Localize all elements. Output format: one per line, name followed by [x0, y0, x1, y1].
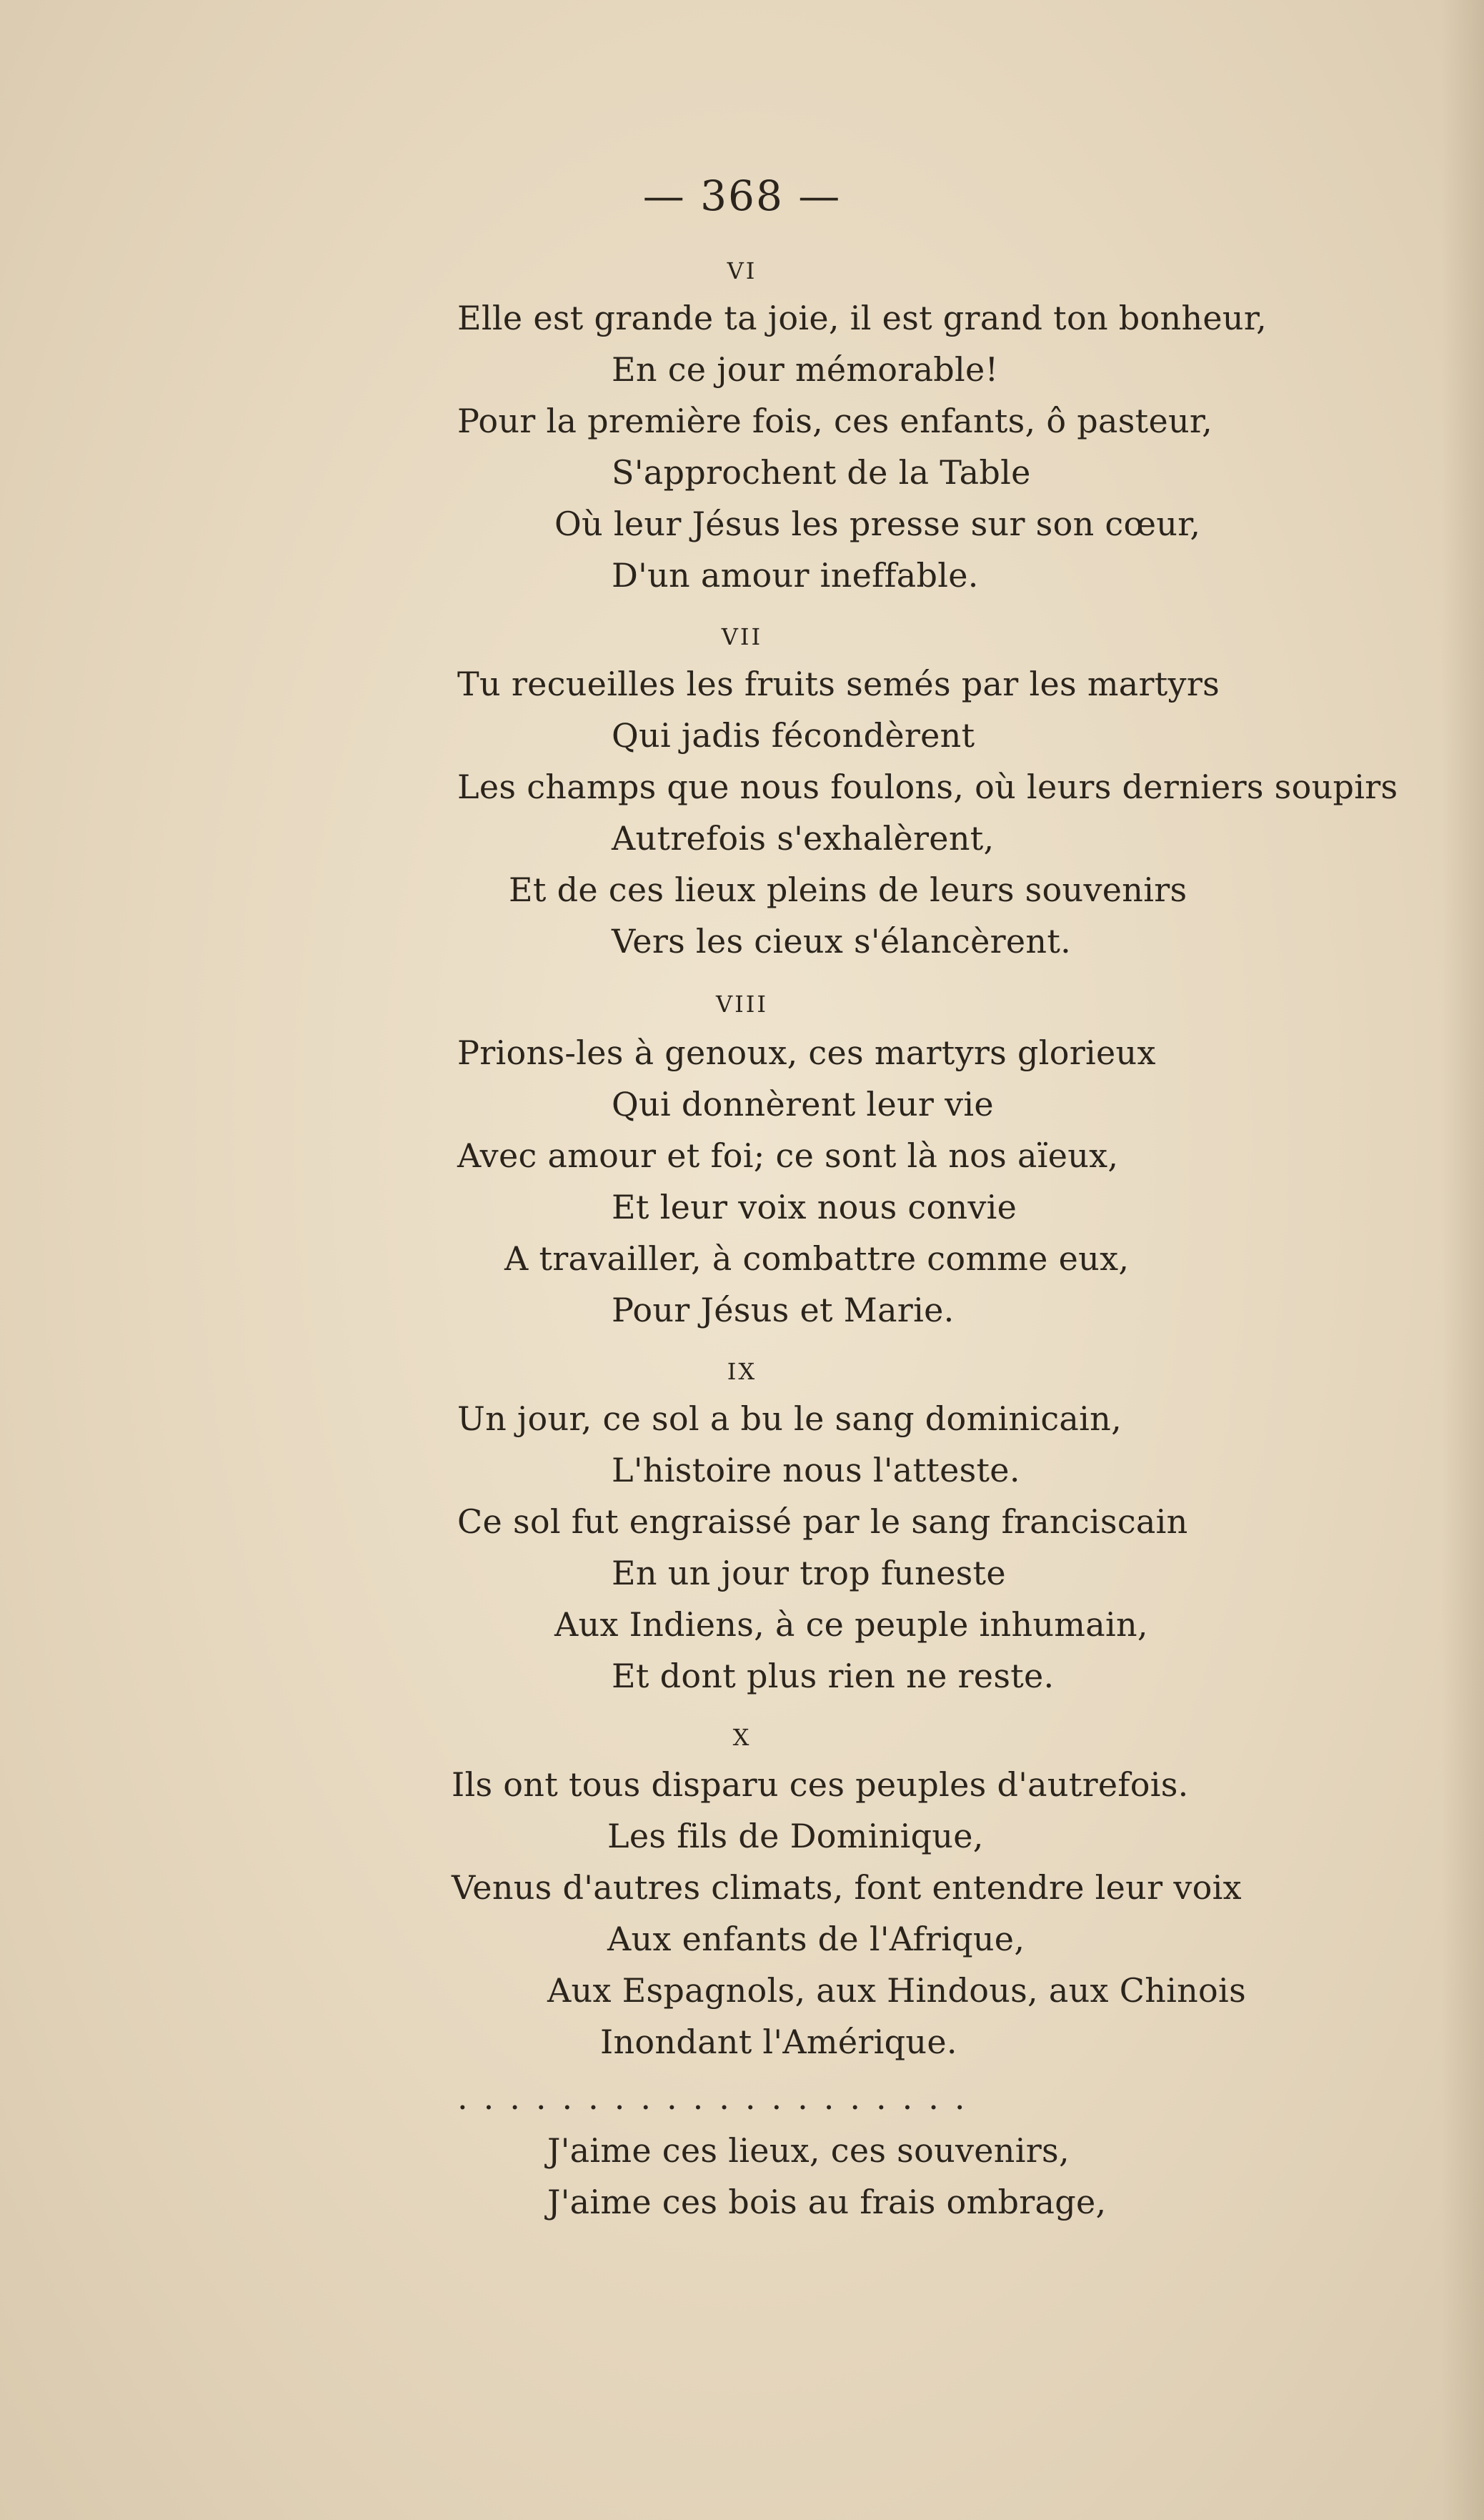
verse-line: En ce jour mémorable!: [612, 350, 999, 389]
verse-line: Qui donnèrent leur vie: [612, 1085, 994, 1123]
verse-line: Autrefois s'exhalèrent,: [612, 819, 995, 858]
verse-line: Elle est grande ta joie, il est grand ton bonheur,: [457, 299, 1267, 337]
verse-line: Et dont plus rien ne reste.: [612, 1657, 1055, 1695]
stanza-number: IX: [727, 1358, 757, 1385]
verse-line: Avec amour et foi; ce sont là nos aïeux,: [457, 1136, 1119, 1175]
stanza-number: VII: [721, 623, 763, 650]
stanza-number: VI: [727, 257, 757, 284]
verse-line: Prions-les à genoux, ces martyrs glorieux: [457, 1033, 1156, 1072]
verse-line: Inondant l'Amérique.: [600, 2023, 957, 2061]
verse-line: Venus d'autres climats, font entendre leur voix: [452, 1868, 1242, 1907]
verse-line: Ce sol fut engraissé par le sang franciscain: [457, 1502, 1188, 1541]
stanza-number: X: [732, 1724, 752, 1751]
page-edge-shadow: [1441, 0, 1484, 2520]
verse-line: Et leur voix nous convie: [612, 1188, 1017, 1226]
verse-line: L'histoire nous l'atteste.: [612, 1451, 1020, 1489]
verse-line: J'aime ces bois au frais ombrage,: [547, 2183, 1107, 2221]
verse-line: Les champs que nous foulons, où leurs derniers soupirs: [457, 768, 1398, 806]
stanza-number: VIII: [715, 991, 769, 1018]
verse-line: Vers les cieux s'élancèrent.: [612, 922, 1072, 961]
verse-line: Aux Espagnols, aux Hindous, aux Chinois: [547, 1971, 1246, 2010]
page-number: — 368 —: [642, 172, 842, 220]
verse-line: A travailler, à combattre comme eux,: [504, 1239, 1130, 1278]
verse-line: Où leur Jésus les presse sur son cœur,: [554, 505, 1201, 543]
verse-line: Qui jadis fécondèrent: [612, 716, 975, 755]
verse-line: Aux Indiens, à ce peuple inhumain,: [554, 1605, 1148, 1644]
verse-line: Aux enfants de l'Afrique,: [607, 1920, 1025, 1958]
verse-line: S'approchent de la Table: [612, 453, 1031, 492]
verse-line: En un jour trop funeste: [612, 1554, 1006, 1592]
verse-line: Ils ont tous disparu ces peuples d'autrefois.: [452, 1765, 1189, 1804]
verse-line: J'aime ces lieux, ces souvenirs,: [547, 2131, 1070, 2170]
verse-line: Pour la première fois, ces enfants, ô pasteur,: [457, 402, 1213, 440]
verse-line: Pour Jésus et Marie.: [612, 1291, 955, 1329]
verse-line: D'un amour ineffable.: [612, 556, 979, 595]
separator-dots: ....................: [457, 2078, 981, 2117]
verse-line: Tu recueilles les fruits semés par les martyrs: [457, 665, 1220, 703]
verse-line: Les fils de Dominique,: [607, 1817, 984, 1855]
verse-line: Un jour, ce sol a bu le sang dominicain,: [457, 1399, 1122, 1438]
verse-line: Et de ces lieux pleins de leurs souvenirs: [509, 870, 1187, 909]
